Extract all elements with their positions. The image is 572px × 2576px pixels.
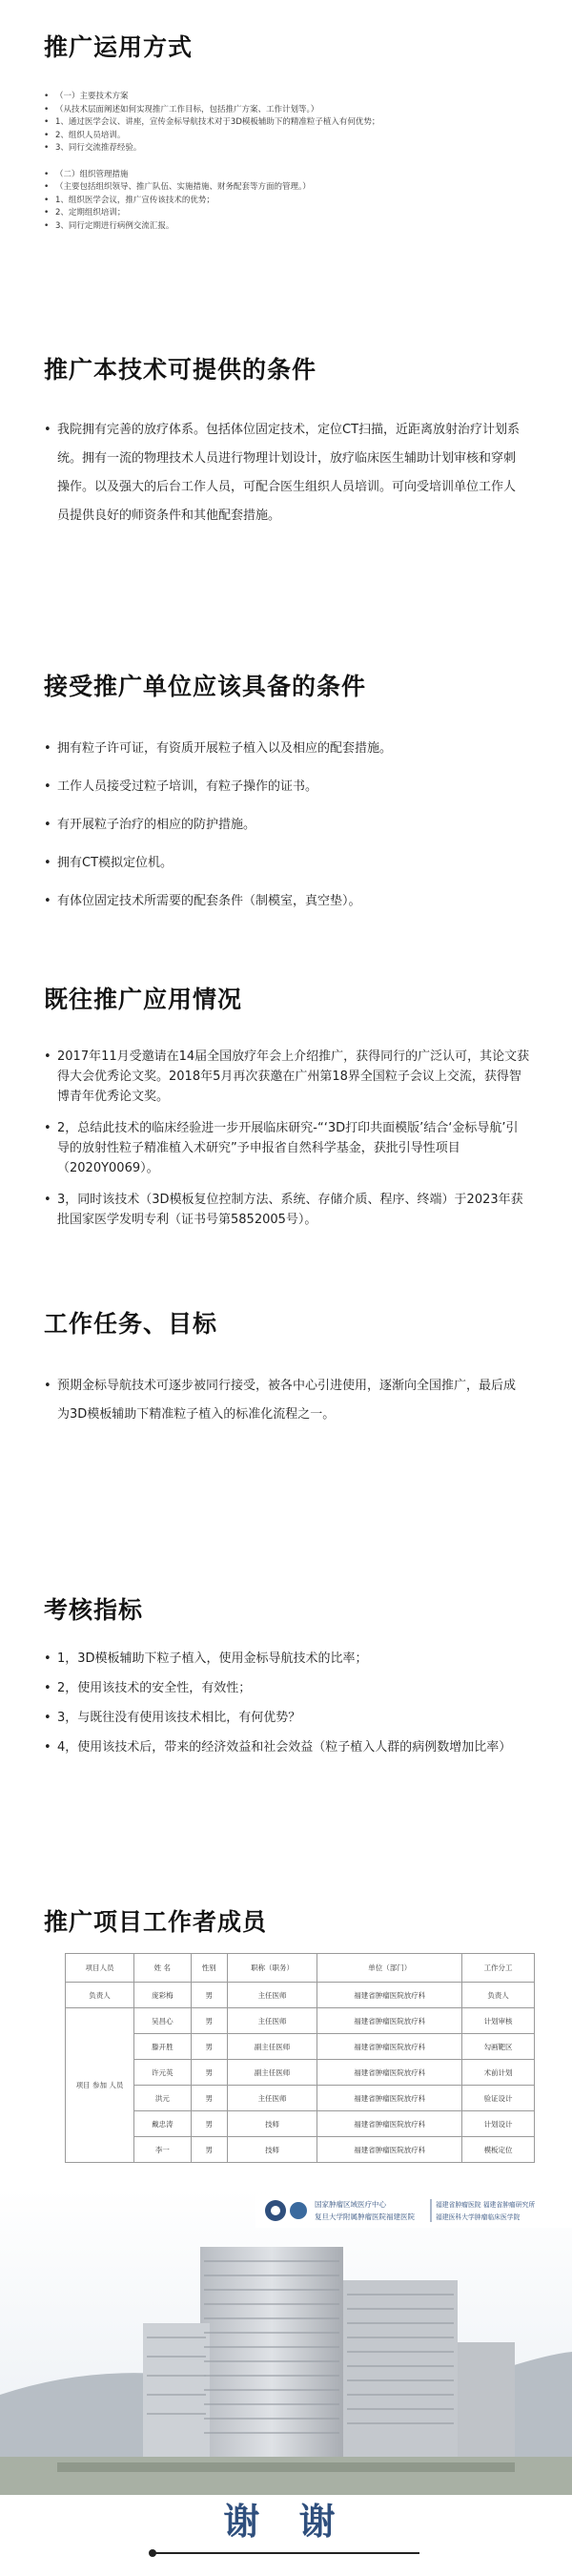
decorative-underline [153, 2552, 419, 2554]
section-title-project-members: 推广项目工作者成员 [44, 1908, 268, 1936]
table-cell: 男 [191, 2111, 227, 2137]
table-row [66, 2060, 535, 2086]
section-title-past-applications: 既往推广应用情况 [44, 986, 243, 1013]
banner-text: 福建省肿瘤医院 福建省肿瘤研究所 [436, 2201, 536, 2209]
table-row [66, 2034, 535, 2060]
list-item: • 1，3D模板辅助下粒子植入，使用金标导航技术的比率； [44, 1649, 530, 1669]
list-item: • 3、同行定期进行病例交流汇报。 [44, 220, 492, 234]
list-item: • 拥有粒子许可证，有资质开展粒子植入以及相应的配套措施。 [44, 739, 525, 758]
table-cell: 许元英 [133, 2060, 191, 2086]
list-item: • 1、组织医学会议，推广宣传该技术的优势； [44, 195, 492, 208]
members-table [65, 1953, 535, 2163]
header-cell: 姓 名 [133, 1954, 191, 1983]
list-item: • （从技术层面阐述如何实现推广工作目标，包括推广方案、工作计划等。） [44, 104, 492, 117]
table-cell: 计划设计 [462, 2111, 535, 2137]
list-item: • 2、定期组织培训； [44, 207, 492, 220]
header-cell: 项目人员 [66, 1954, 134, 1983]
banner-text: 国家肿瘤区域医疗中心 [315, 2200, 386, 2209]
table-cell: 项目 参加 人员 [66, 2008, 134, 2163]
tasks-goals-block [44, 1372, 525, 1429]
table-cell: 副主任医师 [227, 2034, 317, 2060]
list-item: • 2，使用该技术的安全性，有效性； [44, 1678, 530, 1698]
table-cell: 福建省肿瘤医院放疗科 [317, 2137, 462, 2163]
table-cell: 技师 [227, 2137, 317, 2163]
list-item: • 4，使用该技术后，带来的经济效益和社会效益（粒子植入人群的病例数增加比率） [44, 1737, 530, 1757]
tasks-goals-paragraph: • 预期金标导航技术可逐步被同行接受，被各中心引进使用，逐渐向全国推广，最后成为3D模板辅助下精准粒子植入的标准化流程之一。 [44, 1372, 525, 1429]
table-cell: 男 [191, 2086, 227, 2111]
list-item: • （二）组织管理措施 [44, 169, 492, 182]
table-cell: 术前计划 [462, 2060, 535, 2086]
table-cell: 福建省肿瘤医院放疗科 [317, 2086, 462, 2111]
list-item: • 2、组织人员培训。 [44, 130, 492, 143]
table-cell: 男 [191, 1983, 227, 2008]
table-row [66, 2086, 535, 2111]
table-cell: 负责人 [462, 1983, 535, 2008]
table-cell: 福建省肿瘤医院放疗科 [317, 1983, 462, 2008]
list-item: • （主要包括组织领导、推广队伍、实施措施、财务配套等方面的管理。） [44, 181, 492, 195]
table-cell: 滕开胜 [133, 2034, 191, 2060]
table-cell: 福建省肿瘤医院放疗科 [317, 2008, 462, 2034]
table-cell: 庞彩梅 [133, 1983, 191, 2008]
table-cell: 模板定位 [462, 2137, 535, 2163]
list-item: • 2，总结此技术的临床经验进一步开展临床研究-“‘3D打印共面模版’结合‘金标导航’引导的放射性粒子精准植入术研究”予申报省自然科学基金，获批引导性项目（2020Y0069）。 [44, 1118, 530, 1178]
list-item: • 有开展粒子治疗的相应的防护措施。 [44, 816, 525, 835]
table-cell: 戴忠涛 [133, 2111, 191, 2137]
table-cell: 福建省肿瘤医院放疗科 [317, 2060, 462, 2086]
table-cell: 主任医师 [227, 2086, 317, 2111]
promotion-methods-list [44, 91, 492, 233]
list-item: • （一）主要技术方案 [44, 91, 492, 104]
closing-thanks: 谢 谢 [223, 2501, 349, 2543]
table-cell: 福建省肿瘤医院放疗科 [317, 2034, 462, 2060]
past-applications-list [44, 1047, 530, 1241]
list-item: • 有体位固定技术所需要的配套条件（制模室，真空垫）。 [44, 892, 525, 911]
table-cell: 吴昌心 [133, 2008, 191, 2034]
table-header-row [66, 1954, 535, 1983]
list-item: • 3，同时该技术（3D模板复位控制方法、系统、存储介质、程序、终端）于2023年获批国家医学发明专利（证书号第5852005号）。 [44, 1190, 530, 1230]
hospital-building-image [0, 2190, 572, 2495]
table-cell: 男 [191, 2034, 227, 2060]
hospital-logo-icon [290, 2202, 307, 2219]
list-item: • 1、通过医学会议、讲座，宣传金标导航技术对于3D模板辅助下的精准粒子植入有何优势； [44, 116, 492, 130]
section-title-provided-conditions: 推广本技术可提供的条件 [44, 356, 317, 384]
banner-text: 复旦大学附属肿瘤医院福建医院 [315, 2212, 415, 2221]
section-title-promotion-methods: 推广运用方式 [44, 33, 194, 61]
header-cell: 性别 [191, 1954, 227, 1983]
header-cell: 单位（部门） [317, 1954, 462, 1983]
header-cell: 工作分工 [462, 1954, 535, 1983]
table-row [66, 2137, 535, 2163]
list-item: • 3、同行交流推荐经验。 [44, 142, 492, 156]
provided-conditions-block [44, 416, 525, 530]
section-title-receiver-requirements: 接受推广单位应该具备的条件 [44, 673, 367, 700]
list-item: • 拥有CT模拟定位机。 [44, 854, 525, 873]
table-cell: 副主任医师 [227, 2060, 317, 2086]
provided-conditions-paragraph: • 我院拥有完善的放疗体系。包括体位固定技术，定位CT扫描，近距离放射治疗计划系统。拥有一流的物理技术人员进行物理计划设计，放疗临床医生辅助计划审核和穿刺操作。以及强大的后台工作人员，可配合医生组织人员培训。可向受培训单位工作人员提供良好的师资条件和其他配套措施。 [44, 416, 525, 530]
table-cell: 主任医师 [227, 2008, 317, 2034]
header-cell: 职称（职务） [227, 1954, 317, 1983]
table-cell: 主任医师 [227, 1983, 317, 2008]
table-cell: 计划审核 [462, 2008, 535, 2034]
section-title-assessment-indicators: 考核指标 [44, 1596, 144, 1624]
list-item: • 工作人员接受过粒子培训，有粒子操作的证书。 [44, 778, 525, 797]
table-row [66, 2111, 535, 2137]
table-cell: 男 [191, 2008, 227, 2034]
table-row [66, 2008, 535, 2034]
receiver-requirements-list [44, 739, 525, 930]
table-cell: 验证设计 [462, 2086, 535, 2111]
assessment-indicators-list [44, 1649, 530, 1767]
section-title-tasks-goals: 工作任务、目标 [44, 1310, 218, 1338]
table-cell: 勾画靶区 [462, 2034, 535, 2060]
table-cell: 负责人 [66, 1983, 134, 2008]
table-cell: 技师 [227, 2111, 317, 2137]
table-cell: 男 [191, 2060, 227, 2086]
table-cell: 福建省肿瘤医院放疗科 [317, 2111, 462, 2137]
table-cell: 李一 [133, 2137, 191, 2163]
list-item: • 2017年11月受邀请在14届全国放疗年会上介绍推广，获得同行的广泛认可，其论文获得大会优秀论文奖。2018年5月再次获邀在广州第18界全国粒子会议上交流，获得智博青年优秀论文奖。 [44, 1047, 530, 1107]
table-row [66, 1983, 535, 2008]
banner-text: 福建医科大学肿瘤临床医学院 [436, 2213, 521, 2221]
table-cell: 男 [191, 2137, 227, 2163]
table-cell: 洪元 [133, 2086, 191, 2111]
list-item: • 3，与既往没有使用该技术相比，有何优势？ [44, 1708, 530, 1728]
